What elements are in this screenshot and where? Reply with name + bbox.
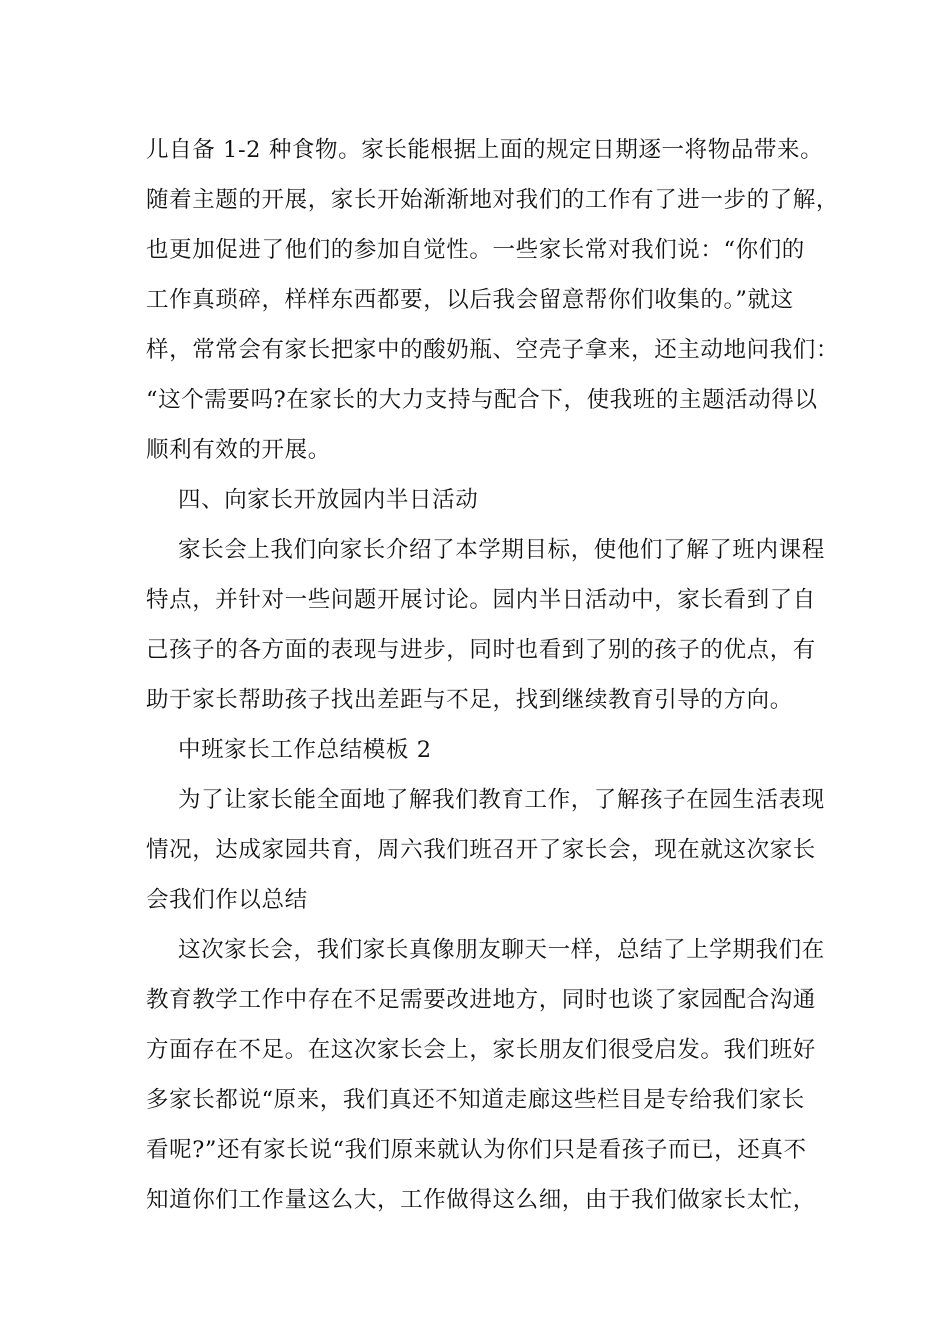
body-text-line: 儿自备 1-2 种食物。家长能根据上面的规定日期逐一将物品带来。: [146, 137, 824, 163]
section-title: 中班家长工作总结模板 2: [178, 737, 432, 763]
body-text-line: 样，常常会有家长把家中的酸奶瓶、空壳子拿来，还主动地问我们：: [146, 337, 840, 363]
body-text-line: “这个需要吗?在家长的大力支持与配合下，使我班的主题活动得以: [146, 387, 818, 413]
body-text-line: 这次家长会，我们家长真像朋友聊天一样，总结了上学期我们在: [178, 937, 825, 963]
body-text-line: 随着主题的开展，家长开始渐渐地对我们的工作有了进一步的了解，: [146, 187, 840, 213]
body-text-line: 己孩子的各方面的表现与进步，同时也看到了别的孩子的优点，有: [146, 637, 816, 663]
body-text-line: 家长会上我们向家长介绍了本学期目标，使他们了解了班内课程: [178, 537, 825, 563]
section-heading: 四、向家长开放园内半日活动: [178, 487, 479, 513]
body-text-line: 多家长都说“原来，我们真还不知道走廊这些栏目是专给我们家长: [146, 1087, 805, 1113]
body-text-line: 特点，并针对一些问题开展讨论。园内半日活动中，家长看到了自: [146, 587, 816, 613]
body-text-line: 工作真琐碎，样样东西都要，以后我会留意帮你们收集的。”就这: [146, 287, 794, 313]
body-text-line: 会我们作以总结: [146, 887, 308, 913]
body-text-line: 看呢?”还有家长说“我们原来就认为你们只是看孩子而已，还真不: [146, 1137, 807, 1163]
body-text-line: 为了让家长能全面地了解我们教育工作，了解孩子在园生活表现: [178, 787, 825, 813]
body-text-line: 知道你们工作量这么大，工作做得这么细，由于我们做家长太忙，: [146, 1187, 816, 1213]
body-text-line: 也更加促进了他们的参加自觉性。一些家长常对我们说：“你们的: [146, 237, 805, 263]
body-text-line: 教育教学工作中存在不足需要改进地方，同时也谈了家园配合沟通: [146, 987, 816, 1013]
body-text-line: 情况，达成家园共育，周六我们班召开了家长会，现在就这次家长: [146, 837, 816, 863]
body-text-line: 方面存在不足。在这次家长会上，家长朋友们很受启发。我们班好: [146, 1037, 816, 1063]
body-text-line: 顺利有效的开展。: [146, 437, 331, 463]
body-text-line: 助于家长帮助孩子找出差距与不足，找到继续教育引导的方向。: [146, 687, 793, 713]
